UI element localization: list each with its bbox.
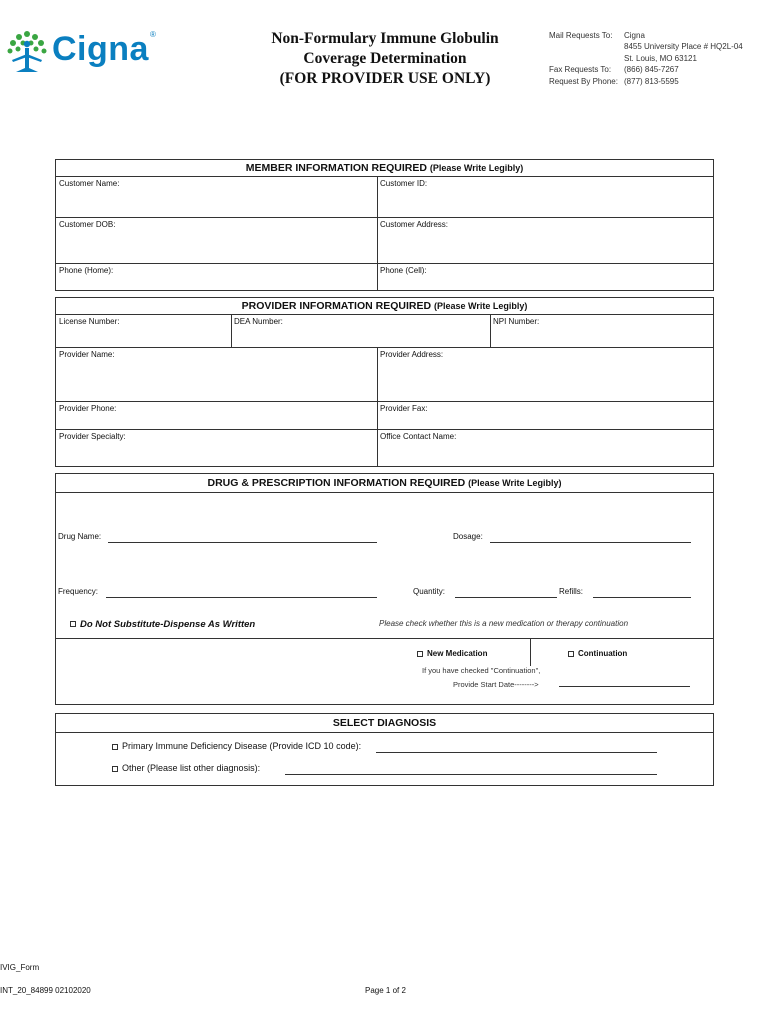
dosage-label: Dosage:: [453, 532, 483, 541]
drug-section: [55, 473, 714, 705]
mail-value: Cigna: [624, 31, 645, 40]
phone-label: Request By Phone:: [549, 76, 618, 86]
provider-heading: PROVIDER INFORMATION REQUIRED (Please Write Legibly): [56, 298, 713, 315]
address-line-2: St. Louis, MO 63121: [624, 53, 697, 63]
check-prompt: Please check whether this is a new medication or therapy continuation: [379, 619, 629, 628]
provider-phone-field[interactable]: Provider Phone:: [59, 404, 117, 413]
address-line-1: 8455 University Place # HQ2L-04: [624, 42, 743, 52]
cigna-tree-logo-icon: [6, 28, 48, 72]
title-line-3: (FOR PROVIDER USE ONLY): [279, 70, 491, 87]
start-date-label: Provide Start Date-------->: [453, 680, 539, 689]
customer-dob-field[interactable]: Customer DOB:: [59, 220, 116, 229]
icd10-input[interactable]: [376, 752, 657, 753]
phone-cell-field[interactable]: Phone (Cell):: [380, 266, 427, 275]
contact-block: [549, 30, 743, 87]
start-date-input[interactable]: [559, 686, 690, 687]
new-medication-checkbox[interactable]: [417, 651, 423, 657]
if-checked-note: If you have checked "Continuation",: [422, 666, 541, 675]
dosage-input[interactable]: [490, 542, 691, 543]
phone-home-field[interactable]: Phone (Home):: [59, 266, 114, 275]
frequency-input[interactable]: [106, 597, 377, 598]
customer-name-field[interactable]: Customer Name:: [59, 179, 120, 188]
license-number-field[interactable]: License Number:: [59, 317, 120, 326]
refills-label: Refills:: [559, 587, 584, 596]
mail-label: Mail Requests To:: [549, 31, 613, 40]
page-number: Page 1 of 2: [365, 986, 406, 995]
other-checkbox[interactable]: [112, 766, 118, 772]
continuation-option[interactable]: Continuation: [568, 649, 627, 658]
title-line-1: Non-Formulary Immune Globulin: [271, 30, 499, 47]
form-title: [240, 29, 530, 89]
continuation-checkbox[interactable]: [568, 651, 574, 657]
dns-option[interactable]: Do Not Substitute-Dispense As Written: [70, 619, 255, 630]
provider-name-field[interactable]: Provider Name:: [59, 350, 115, 359]
phone-value: (877) 813-5595: [624, 76, 679, 86]
dns-checkbox[interactable]: [70, 621, 76, 627]
fax-label: Fax Requests To:: [549, 65, 612, 75]
diagnosis-heading: SELECT DIAGNOSIS: [56, 714, 713, 733]
diagnosis-option-other[interactable]: Other (Please list other diagnosis):: [112, 763, 260, 773]
other-diagnosis-input[interactable]: [285, 774, 657, 775]
provider-specialty-field[interactable]: Provider Specialty:: [59, 432, 126, 441]
drug-heading: DRUG & PRESCRIPTION INFORMATION REQUIRED (Please Write Legibly): [56, 474, 713, 493]
new-medication-option[interactable]: New Medication: [417, 649, 487, 658]
member-heading: MEMBER INFORMATION REQUIRED (Please Write Legibly): [56, 160, 713, 177]
drug-name-label: Drug Name:: [58, 532, 102, 541]
address-label-2: [549, 53, 624, 64]
fax-value: (866) 845-7267: [624, 65, 679, 75]
form-id: IVIG_Form: [0, 963, 40, 972]
address-label: [549, 41, 624, 52]
diagnosis-section: [55, 713, 714, 786]
title-line-2: Coverage Determination: [303, 50, 467, 67]
dea-number-field[interactable]: DEA Number:: [234, 317, 283, 326]
frequency-label: Frequency:: [58, 587, 99, 596]
provider-address-field[interactable]: Provider Address:: [380, 350, 444, 359]
quantity-label: Quantity:: [413, 587, 446, 596]
customer-address-field[interactable]: Customer Address:: [380, 220, 449, 229]
doc-code: INT_20_84899 02102020: [0, 986, 91, 995]
member-section: [55, 159, 714, 291]
provider-section: [55, 297, 714, 467]
cigna-logo-wordmark: Cigna®: [52, 30, 157, 68]
provider-fax-field[interactable]: Provider Fax:: [380, 404, 428, 413]
diagnosis-option-pid[interactable]: Primary Immune Deficiency Disease (Provide ICD 10 code):: [112, 741, 361, 751]
customer-id-field[interactable]: Customer ID:: [380, 179, 428, 188]
pid-checkbox[interactable]: [112, 744, 118, 750]
office-contact-field[interactable]: Office Contact Name:: [380, 432, 457, 441]
refills-input[interactable]: [593, 597, 691, 598]
drug-name-input[interactable]: [108, 542, 377, 543]
npi-number-field[interactable]: NPI Number:: [493, 317, 540, 326]
quantity-input[interactable]: [455, 597, 557, 598]
